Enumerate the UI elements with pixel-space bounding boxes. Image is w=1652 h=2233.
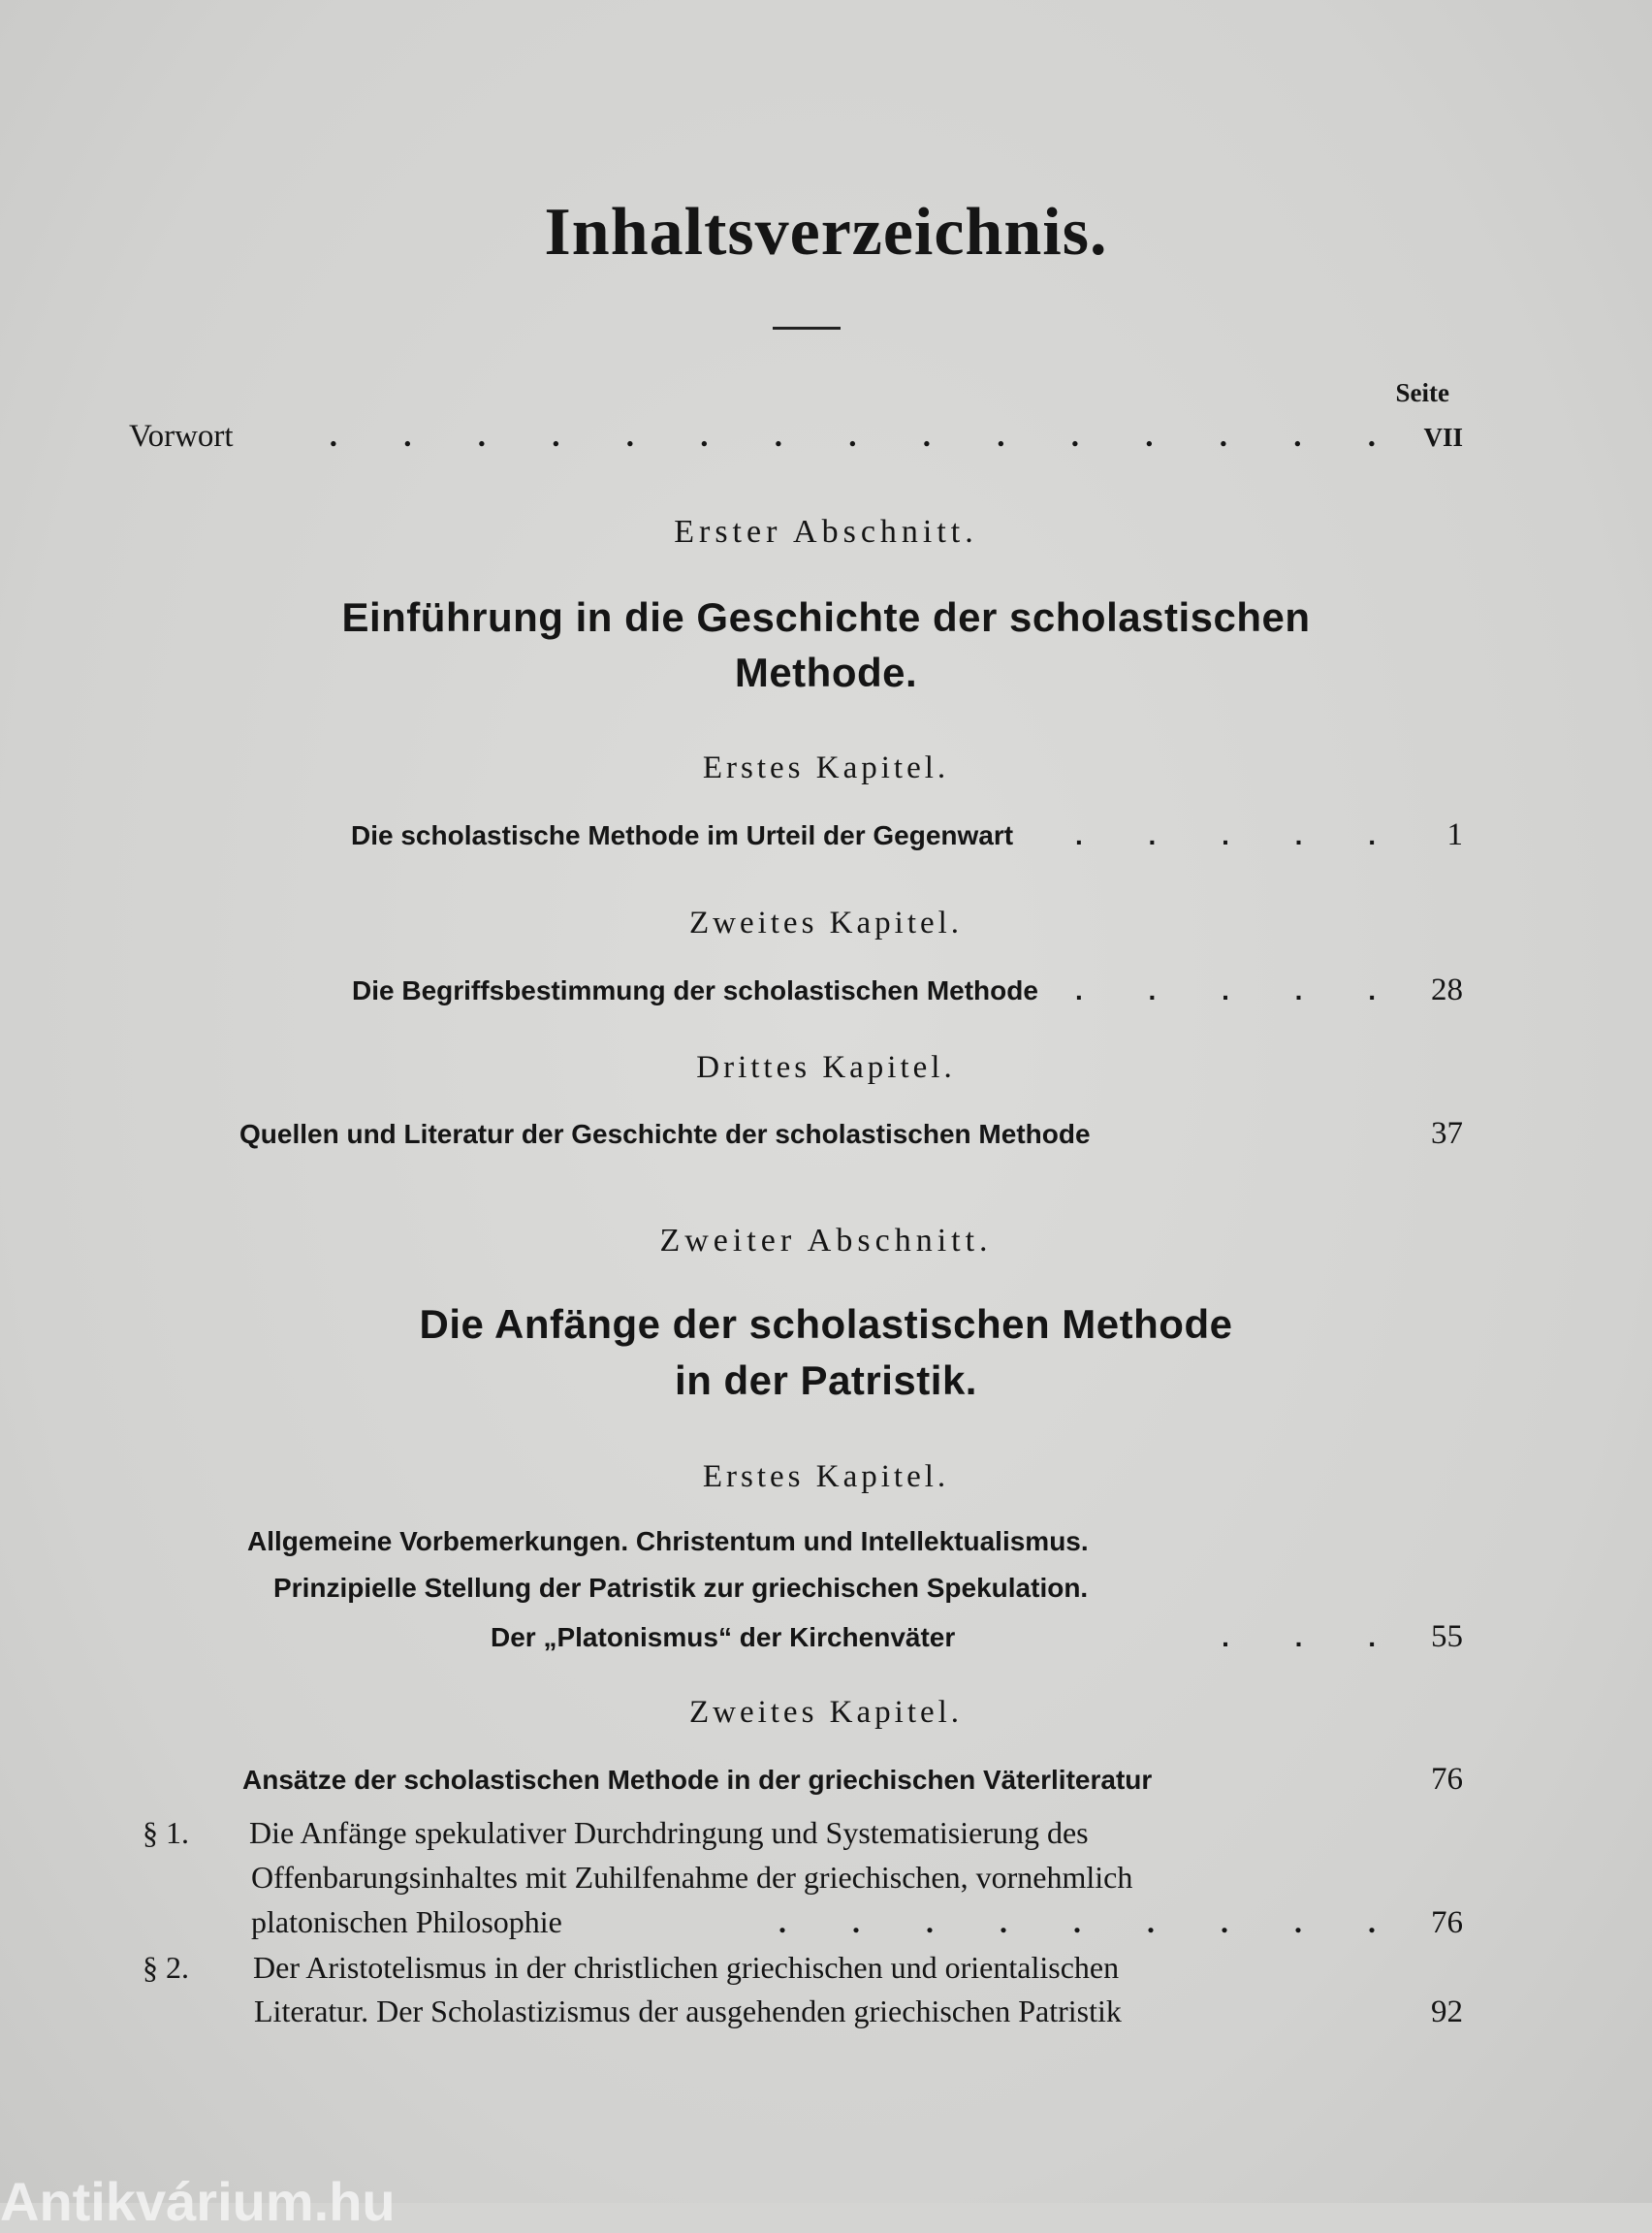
- toc-entry-row: [239, 1116, 1463, 1152]
- seite-column-label: Seite: [1395, 378, 1449, 407]
- toc-entry-row: [352, 973, 1463, 1008]
- toc-paragraph-line: platonischen Philosophie: [251, 1904, 562, 1939]
- chapter-label: Zweites Kapitel.: [688, 906, 964, 941]
- leader-dots: . . . . .: [1074, 820, 1405, 850]
- toc-entry-row: [351, 817, 1463, 853]
- section-label: Zweiter Abschnitt.: [659, 1223, 993, 1259]
- leader-dots: . . . . . . . . .: [778, 1904, 1405, 1939]
- toc-paragraph-page: 76: [1431, 1905, 1463, 1940]
- paragraph-mark: § 2.: [143, 1950, 189, 1985]
- section-heading: Methode.: [734, 650, 918, 695]
- paragraph-mark: § 1.: [143, 1815, 189, 1850]
- section-heading: Einführung in die Geschichte der scholastischen: [341, 594, 1311, 640]
- toc-vorwort-row: [129, 419, 1463, 455]
- toc-entry: Prinzipielle Stellung der Patristik zur griechischen Spekulation.: [273, 1573, 1089, 1603]
- chapter-label: Erstes Kapitel.: [702, 1459, 950, 1494]
- title-rule: [773, 327, 841, 330]
- section-heading: in der Patristik.: [675, 1357, 977, 1403]
- toc-paragraph-line: Offenbarungsinhaltes mit Zuhilfenahme der griechischen, vornehmlich: [251, 1860, 1133, 1895]
- section-label: Erster Abschnitt.: [674, 514, 978, 550]
- toc-entry: Quellen und Literatur der Geschichte der scholastischen Methode: [239, 1119, 1091, 1149]
- toc-vorwort-page: VII: [1423, 423, 1463, 452]
- toc-paragraph-page: 92: [1431, 1994, 1463, 2029]
- chapter-label: Erstes Kapitel.: [702, 750, 950, 785]
- toc-entry: Der „Platonismus“ der Kirchenväter: [491, 1622, 956, 1652]
- toc-entry: Allgemeine Vorbemerkungen. Christentum und Intellektualismus.: [247, 1526, 1089, 1556]
- toc-entry: Die scholastische Methode im Urteil der Gegenwart: [351, 820, 1014, 850]
- toc-entry-page: 1: [1446, 817, 1463, 852]
- toc-paragraph-line: Literatur. Der Scholastizismus der ausgehenden griechischen Patristik: [254, 1994, 1122, 2028]
- toc-entry: Ansätze der scholastischen Methode in der griechischen Väterliteratur: [242, 1765, 1153, 1795]
- chapter-label: Zweites Kapitel.: [688, 1695, 964, 1730]
- toc-paragraph-row: [251, 1904, 1463, 1941]
- page-title: Inhaltsverzeichnis.: [544, 195, 1108, 270]
- section-heading: Die Anfänge der scholastischen Methode: [419, 1301, 1233, 1347]
- toc-entry-row: [242, 1762, 1463, 1798]
- toc-vorwort-label: Vorwort: [129, 419, 234, 454]
- toc-entry: Die Begriffsbestimmung der scholastischen Methode: [352, 975, 1038, 1005]
- leader-dots: . . . . .: [1074, 975, 1405, 1005]
- leader-dots: . . .: [1222, 1622, 1405, 1652]
- watermark: Antikvárium.hu: [0, 2171, 396, 2232]
- toc-entry-row: [491, 1619, 1463, 1655]
- toc-paragraph-row: [254, 1994, 1463, 2030]
- toc-entry-page: 37: [1431, 1116, 1463, 1151]
- toc-entry-page: 55: [1431, 1619, 1463, 1654]
- toc-paragraph-line: Der Aristotelismus in der christlichen griechischen und orientalischen: [253, 1950, 1120, 1985]
- toc-entry-page: 76: [1431, 1762, 1463, 1797]
- toc-paragraph-line: Die Anfänge spekulativer Durchdringung und Systematisierung des: [249, 1815, 1089, 1850]
- toc-entry-page: 28: [1431, 973, 1463, 1007]
- chapter-label: Drittes Kapitel.: [696, 1050, 956, 1085]
- leader-dots: . . . . . . . . . . . . . . .: [329, 419, 1405, 454]
